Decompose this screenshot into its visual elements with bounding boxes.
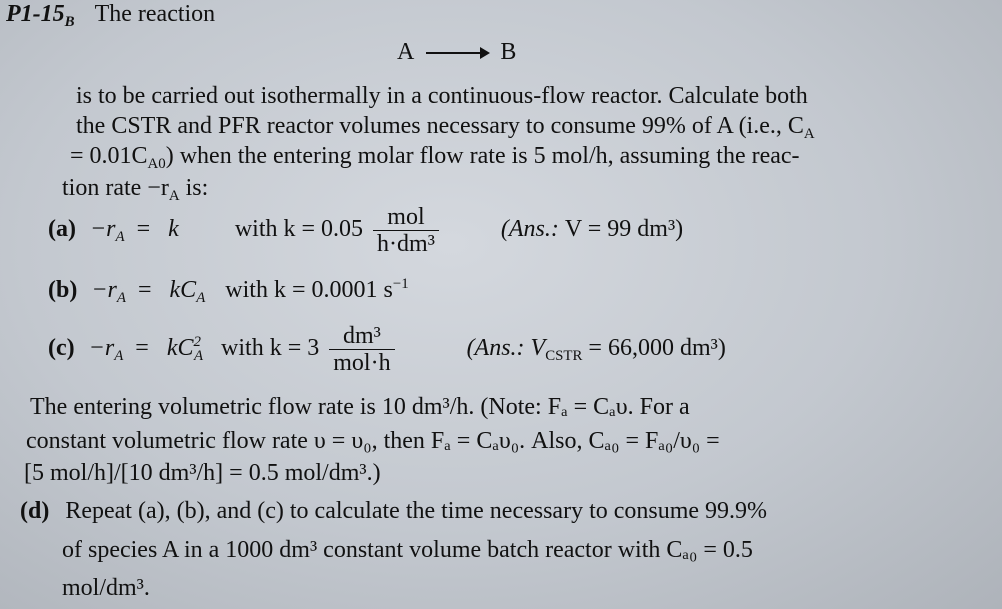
part-a-lhs: $-r_A$ (89, 216, 125, 245)
part-b (48, 276, 409, 304)
part-c-units: $\frac{\text{dm³}}{\text{mol·h}}$ (329, 323, 394, 376)
note-line-3: [5 mol/h]/[10 dm³/h] = 0.5 mol/dm³.) (24, 460, 381, 486)
part-c-with: with k = 3 (221, 335, 320, 362)
part-a-with: with k = 0.05 (234, 216, 364, 243)
part-d-line-1: (d) Repeat (a), (b), and (c) to calculate the time necessary to consume 99.9% (20, 498, 768, 524)
statement-line-2: the CSTR and PFR reactor volumes necessary to consume 99% of A (i.e., $C_A$ (76, 113, 815, 142)
part-c (48, 323, 726, 376)
part-b-label: (b) (48, 277, 78, 303)
part-b-equals: = (137, 277, 152, 303)
part-a-answer: (Ans.: V = 99 dm³) (500, 216, 684, 243)
part-a-equals: = (136, 216, 151, 243)
part-c-equals: = (135, 335, 149, 362)
note-line-1: The entering volumetric flow rate is 10 dm³/h. (Note: Fₐ = Cₐυ. For a (30, 394, 690, 420)
statement-line-3: = $0.01C_{A0}$) when the entering molar flow rate is 5 mol/h, assuming the reac- (70, 143, 800, 172)
part-c-label: (c) (48, 335, 75, 362)
part-b-rate: $kC_A$ (169, 277, 206, 306)
statement-line-1: is to be carried out isothermally in a continuous-flow reactor. Calculate both (76, 83, 808, 109)
part-d-label: (d) (20, 498, 50, 524)
part-b-with: with k = 0.0001 $s^{-1}$ (225, 276, 409, 303)
part-c-rate: $kC^2_A$ (166, 334, 204, 364)
reaction-arrow-icon (426, 52, 488, 54)
statement-line-4: tion rate $-r_A$ is: (62, 175, 209, 204)
part-a (48, 204, 683, 257)
part-a-units: $\frac{\text{mol}}{\text{h·dm³}}$ (373, 204, 439, 257)
note-line-2: constant volumetric flow rate υ = υ₀, then Fₐ = Cₐυ₀. Also, Cₐ₀ = Fₐ₀/υ₀ = (26, 428, 720, 454)
reaction-equation (397, 38, 516, 66)
part-d-line-3: mol/dm³. (62, 575, 150, 601)
problem-header (6, 0, 215, 28)
part-c-lhs: $-r_A$ (88, 335, 124, 364)
part-b-lhs: $-r_A$ (91, 277, 126, 306)
part-a-rate: k (168, 216, 179, 243)
problem-intro: The reaction (94, 1, 216, 27)
reactant: A (397, 39, 415, 65)
part-d-line-2: of species A in a 1000 dm³ constant volume batch reactor with Cₐ₀ = 0.5 (62, 537, 753, 563)
part-a-label: (a) (48, 216, 76, 243)
problem-id: $P1-15_B$ (6, 1, 75, 30)
product: B (500, 39, 517, 65)
part-c-answer: (Ans.: $V_{CSTR} = 66,000$ dm³) (466, 335, 726, 364)
